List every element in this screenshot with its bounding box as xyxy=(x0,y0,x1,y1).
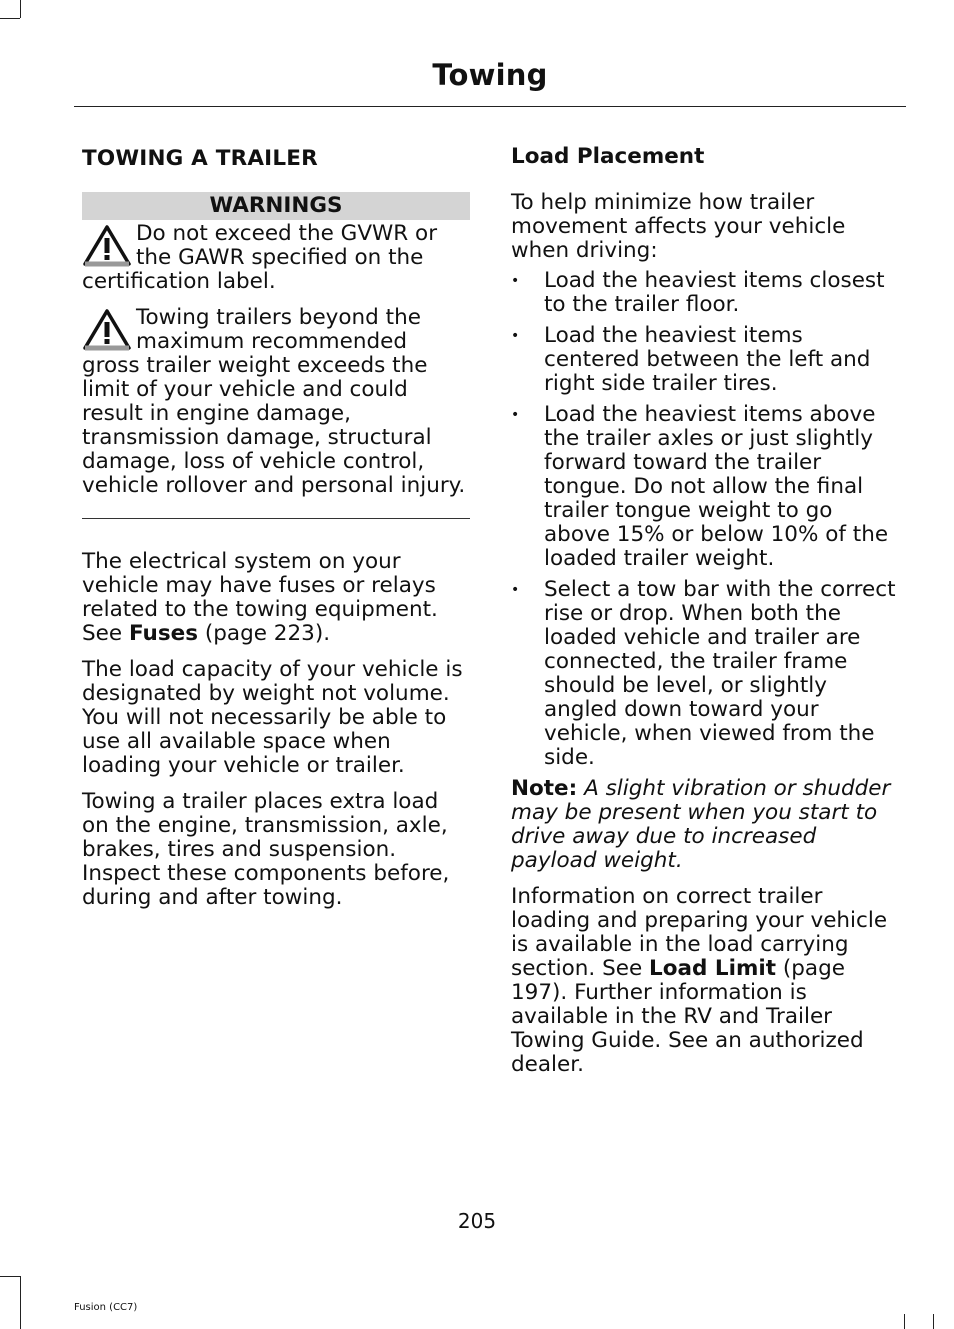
warning-item xyxy=(82,306,470,498)
crop-mark xyxy=(0,1276,20,1277)
note-text: A slight vibration or shudder may be present when you start to drive away due to increased payload weight. xyxy=(511,776,891,873)
list-item: • Select a tow bar with the correct rise or drop. When both the loaded vehicle and trailer are connected, the trailer frame should be level, or slightly angled down toward your vehicle, when viewed from the side. xyxy=(511,578,903,770)
crop-mark xyxy=(904,1314,905,1329)
footer-model: Fusion (CC7) xyxy=(74,1302,138,1313)
page-number: 205 xyxy=(457,1209,497,1233)
crop-mark xyxy=(0,18,20,19)
fuses-link[interactable]: Fuses xyxy=(128,621,199,646)
text-span: Information on correct trailer loading and preparing your vehicle is available in the load carrying section. See xyxy=(511,884,888,981)
warnings-divider xyxy=(82,518,470,519)
warnings-heading: WARNINGS xyxy=(82,192,470,220)
warning-item xyxy=(82,222,470,294)
note-paragraph xyxy=(511,777,903,873)
paragraph-electrical xyxy=(82,550,470,646)
load-placement-heading: Load Placement xyxy=(511,144,705,169)
text-span: (page 197). Further information is available in the RV and Trailer Towing Guide. See an authorized dealer. xyxy=(511,956,864,1077)
crop-mark xyxy=(933,1314,934,1329)
left-column xyxy=(82,146,470,922)
crop-mark xyxy=(20,1276,21,1329)
warning-text: Do not exceed the GVWR or the GAWR specified on the certification label. xyxy=(82,221,438,294)
warning-text: Towing trailers beyond the maximum recommended gross trailer weight exceeds the limit of your vehicle and could result in engine damage, transmission damage, structural damage, loss of vehicle control, vehicle rollover and personal injury. xyxy=(82,305,466,498)
text-span: The electrical system on your vehicle may have fuses or relays related to the towing equipment. See xyxy=(82,549,438,646)
note-label: Note: xyxy=(511,776,578,801)
page-title: Towing xyxy=(432,58,548,92)
paragraph-towing-load: Towing a trailer places extra load on the engine, transmission, axle, brakes, tires and suspension. Inspect these components before, during and after towing. xyxy=(82,789,450,910)
warning-triangle-icon xyxy=(82,308,132,352)
bullet-list xyxy=(511,269,903,770)
warning-triangle-icon xyxy=(82,224,132,268)
header-divider xyxy=(74,106,906,107)
info-paragraph xyxy=(511,885,903,1077)
text-span: (page 223). xyxy=(198,621,331,646)
list-item: • Load the heaviest items above the trailer axles or just slightly forward toward the trailer tongue. Do not allow the final trailer tongue weight to go above 15% or below 10% of the loaded trailer weight. xyxy=(511,403,903,571)
crop-mark xyxy=(20,0,21,18)
right-column xyxy=(511,144,903,1089)
section-title: TOWING A TRAILER xyxy=(82,146,318,171)
paragraph-load-capacity: The load capacity of your vehicle is designated by weight not volume. You will not necessarily be able to use all available space when loading your vehicle or trailer. xyxy=(82,657,463,778)
intro-paragraph: To help minimize how trailer movement affects your vehicle when driving: xyxy=(511,190,846,263)
list-item: • Load the heaviest items centered between the left and right side trailer tires. xyxy=(511,324,903,396)
list-item: • Load the heaviest items closest to the trailer floor. xyxy=(511,269,903,317)
load-limit-link[interactable]: Load Limit xyxy=(649,956,777,981)
